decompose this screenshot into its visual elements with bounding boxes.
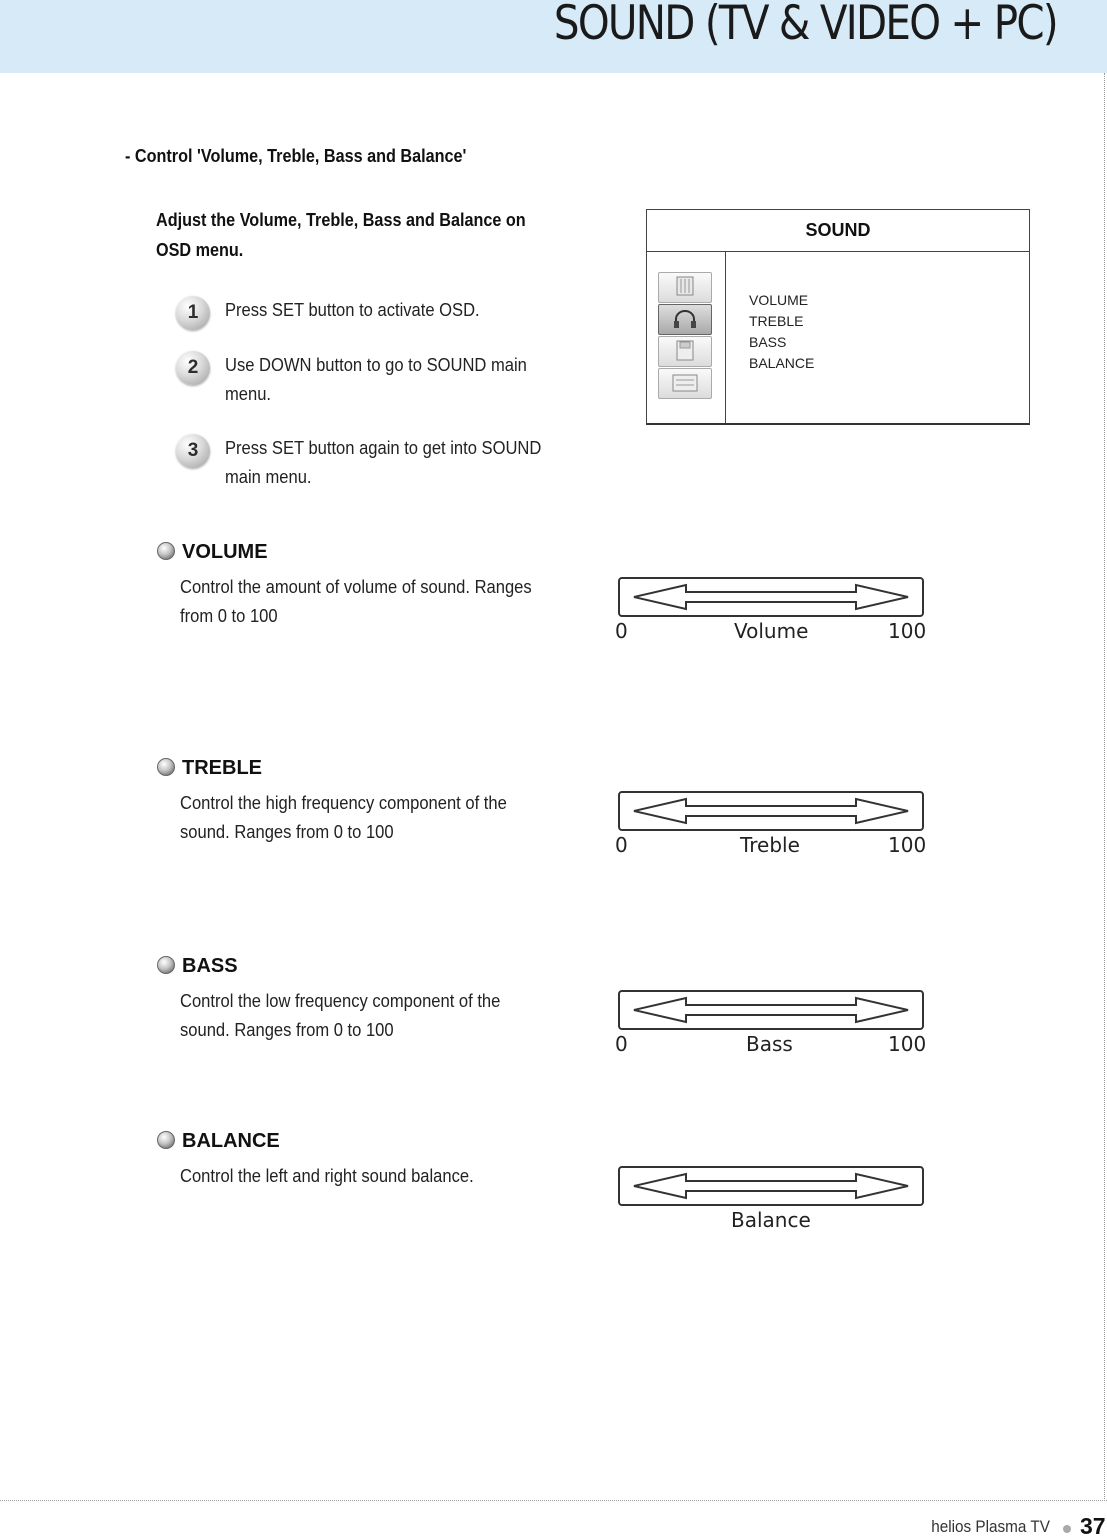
osd-menu-title: SOUND: [647, 210, 1029, 252]
step-text: Use DOWN button to go to SOUND main menu.: [225, 355, 527, 404]
balance-heading: [157, 1130, 280, 1153]
bullet-icon: [157, 542, 175, 560]
osd-item-balance: BALANCE: [749, 355, 815, 371]
slider-min-label: 0: [615, 1032, 628, 1056]
osd-item-volume: VOLUME: [749, 292, 809, 308]
slider-max-label: 100: [888, 833, 927, 857]
step-text: Press SET button again to get into SOUND main menu.: [225, 438, 542, 487]
setup-icon: [658, 368, 712, 399]
treble-heading-text: TREBLE: [182, 757, 262, 779]
right-border-dotted: [1104, 73, 1105, 1501]
double-arrow-icon: [620, 579, 922, 615]
slider-track: [618, 1166, 924, 1206]
volume-description: Control the amount of volume of sound. Ranges from 0 to 100: [180, 577, 532, 626]
bullet-icon: [157, 956, 175, 974]
memory-icon: [658, 336, 712, 367]
page-title: SOUND (TV & VIDEO + PC): [553, 0, 1057, 51]
bass-slider: [600, 990, 940, 1080]
double-arrow-icon: [620, 793, 922, 829]
section-title: - Control 'Volume, Treble, Bass and Balance': [125, 146, 467, 166]
slider-min-label: 0: [615, 833, 628, 857]
page-number: 37: [1080, 1513, 1106, 1539]
bass-heading-text: BASS: [182, 955, 238, 977]
step-number-badge: 2: [176, 351, 210, 385]
slider-label: Bass: [746, 1032, 793, 1056]
treble-slider: [600, 791, 940, 881]
footer-divider: [0, 1500, 1107, 1501]
balance-slider: [600, 1166, 940, 1256]
treble-description: Control the high frequency component of the sound. Ranges from 0 to 100: [180, 793, 507, 842]
double-arrow-icon: [620, 1168, 922, 1204]
step-number-badge: 3: [176, 434, 210, 468]
double-arrow-icon: [620, 992, 922, 1028]
slider-track: [618, 990, 924, 1030]
slider-track: [618, 791, 924, 831]
balance-heading-text: BALANCE: [182, 1130, 280, 1152]
bullet-icon: [157, 1131, 175, 1149]
slider-max-label: 100: [888, 1032, 927, 1056]
footer-dot: [1063, 1525, 1071, 1533]
intro-text: Adjust the Volume, Treble, Bass and Balance on OSD menu.: [156, 210, 526, 260]
volume-slider: [600, 577, 940, 667]
step-number-badge: 1: [176, 296, 210, 330]
osd-item-treble: TREBLE: [749, 313, 804, 329]
slider-max-label: 100: [888, 619, 927, 643]
step-text: Press SET button to activate OSD.: [225, 300, 480, 320]
slider-track: [618, 577, 924, 617]
slider-label: Balance: [731, 1208, 811, 1232]
balance-description: Control the left and right sound balance.: [180, 1166, 474, 1186]
osd-menu-items: [749, 290, 814, 374]
bass-description: Control the low frequency component of the sound. Ranges from 0 to 100: [180, 991, 501, 1040]
bass-heading: [157, 955, 238, 978]
volume-heading: [157, 541, 268, 564]
slider-label: Volume: [734, 619, 809, 643]
sound-icon: [658, 304, 712, 335]
slider-min-label: 0: [615, 619, 628, 643]
osd-item-bass: BASS: [749, 334, 787, 350]
slider-label: Treble: [740, 833, 800, 857]
osd-sound-menu: [646, 209, 1030, 425]
picture-icon: [658, 272, 712, 303]
treble-heading: [157, 757, 262, 780]
volume-heading-text: VOLUME: [182, 541, 268, 563]
osd-icon-column: [647, 252, 726, 423]
bullet-icon: [157, 758, 175, 776]
footer-brand: helios Plasma TV: [931, 1517, 1050, 1536]
